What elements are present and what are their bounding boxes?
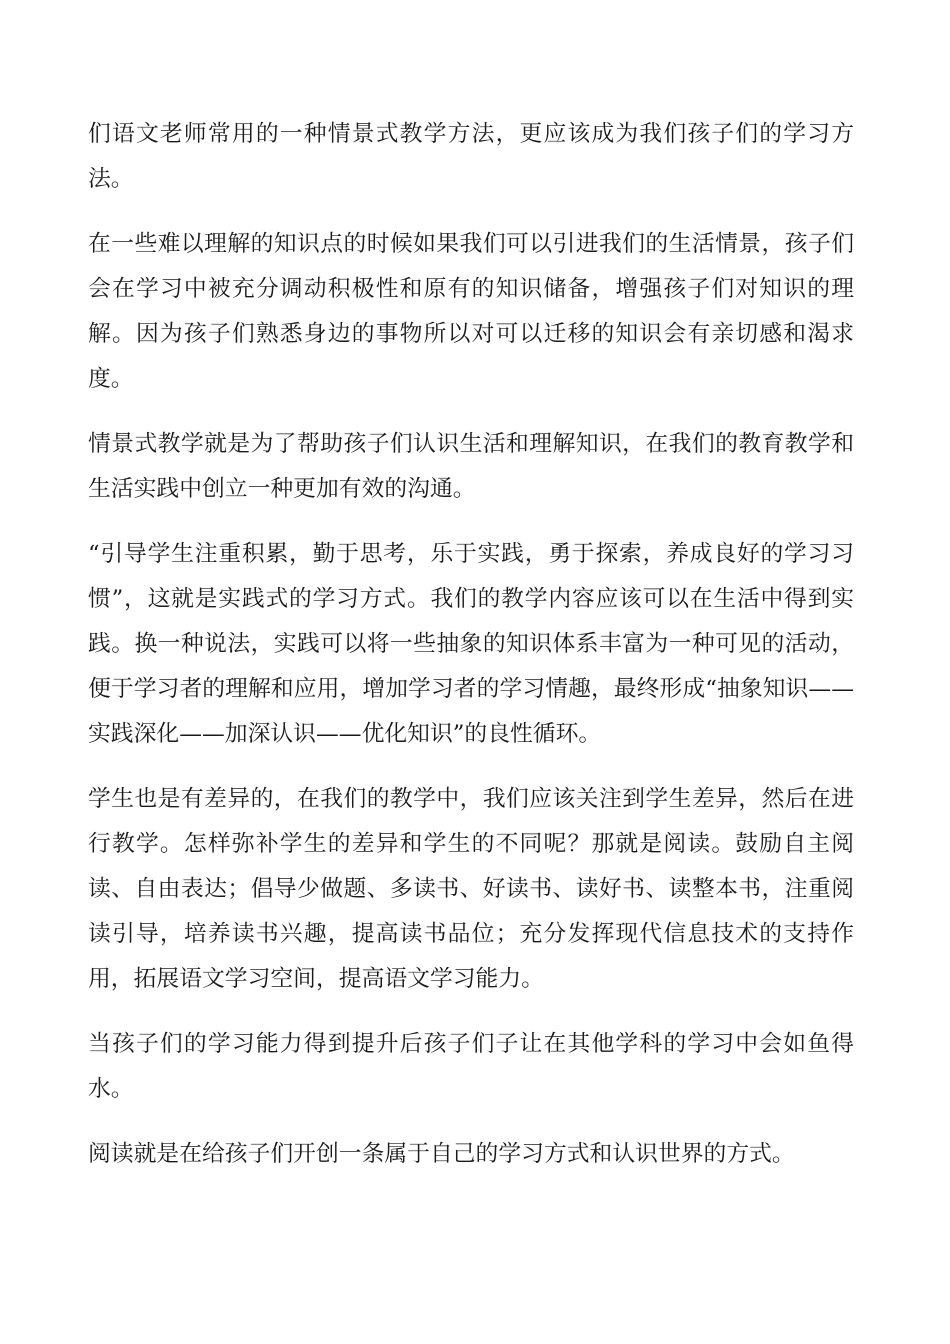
paragraph-1: 们语文老师常用的一种情景式教学方法，更应该成为我们孩子们的学习方法。: [88, 121, 854, 192]
paragraph-6: 当孩子们的学习能力得到提升后孩子们子让在其他学科的学习中会如鱼得水。: [88, 1031, 854, 1102]
paragraph-3: 情景式教学就是为了帮助孩子们认识生活和理解知识，在我们的教育教学和生活实践中创立一种更加有效的沟通。: [88, 431, 854, 502]
paragraph-5: 学生也是有差异的，在我们的教学中，我们应该关注到学生差异，然后在进行教学。怎样弥补学生的差异和学生的不同呢？那就是阅读。鼓励自主阅读、自由表达；倡导少做题、多读书、好读书、读好书、读整本书，注重阅读引导，培养读书兴趣，提高读书品位；充分发挥现代信息技术的支持作用，拓展语文学习空间，提高语文学习能力。: [88, 786, 854, 992]
paragraph-2: 在一些难以理解的知识点的时候如果我们可以引进我们的生活情景，孩子们会在学习中被充分调动积极性和原有的知识储备，增强孩子们对知识的理解。因为孩子们熟悉身边的事物所以对可以迁移的知识会有亲切感和渴求度。: [88, 231, 854, 392]
paragraph-7: 阅读就是在给孩子们开创一条属于自己的学习方式和认识世界的方式。: [88, 1141, 795, 1167]
paragraph-4: “引导学生注重积累，勤于思考，乐于实践，勇于探索，养成良好的学习习惯”，这就是实践式的学习方式。我们的教学内容应该可以在生活中得到实践。换一种说法，实践可以将一些抽象的知识体系丰富为一种可见的活动，便于学习者的理解和应用，增加学习者的学习情趣，最终形成“抽象知识——实践深化——加深认识——优化知识”的良性循环。: [88, 541, 854, 747]
document-body: [88, 112, 854, 1197]
